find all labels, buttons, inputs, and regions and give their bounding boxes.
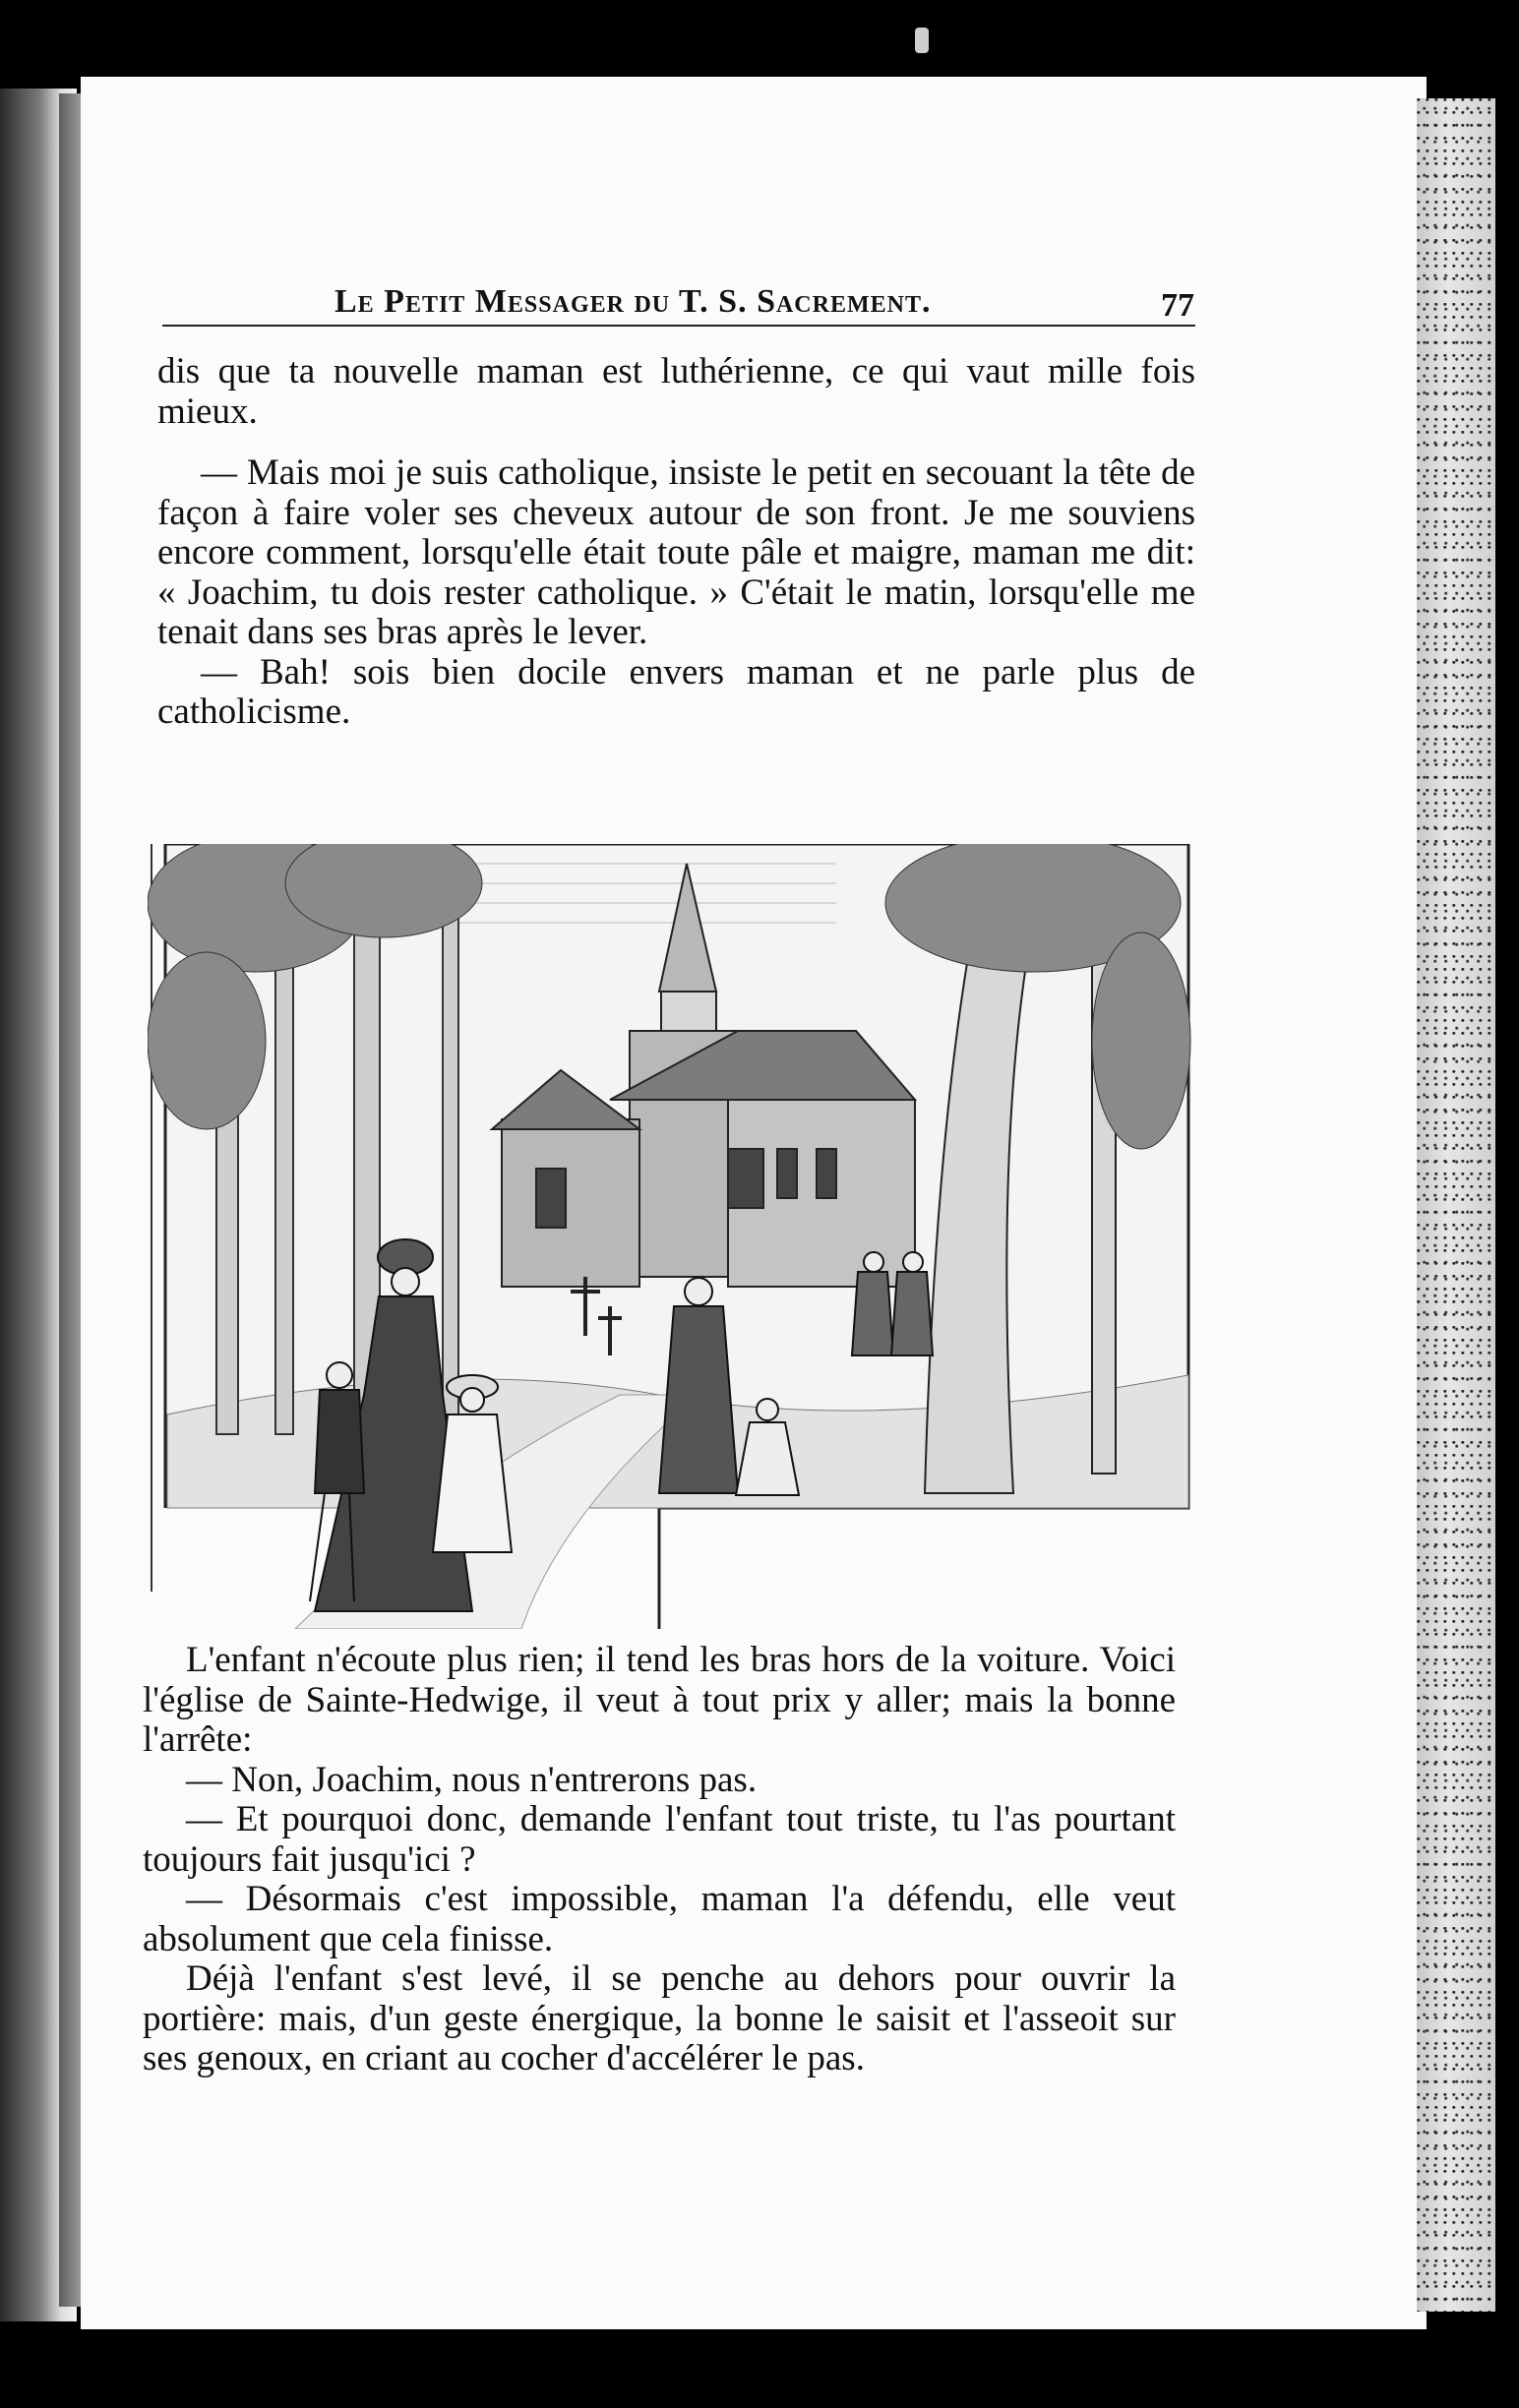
scan-speck xyxy=(915,28,929,53)
running-head-rule xyxy=(162,325,1195,327)
church-engraving-icon xyxy=(148,844,1205,1629)
paragraph: — Et pourquoi donc, demande l'enfant tout triste, tu l'as pourtant toujours fait jusqu'ici ? xyxy=(143,1799,1176,1880)
page-block-edge xyxy=(1417,98,1495,2312)
bottom-text-block xyxy=(143,1641,1176,2079)
paragraph: Déjà l'enfant s'est levé, il se penche au dehors pour ouvrir la portière: mais, d'un geste énergique, la bonne le saisit et l'asseoit sur ses genoux, en criant au cocher d'accélérer le pas. xyxy=(143,1958,1176,2078)
paragraph: dis que ta nouvelle maman est luthérienne, ce qui vaut mille fois mieux. xyxy=(157,351,1195,432)
page-number: 77 xyxy=(1161,287,1194,324)
top-text-block xyxy=(157,352,1195,733)
paragraph: — Bah! sois bien docile envers maman et ne parle plus de catholicisme. xyxy=(157,651,1195,732)
running-head-title: Le Petit Messager du T. S. Sacrement. xyxy=(334,283,932,320)
paragraph: L'enfant n'écoute plus rien; il tend les bras hors de la voiture. Voici l'église de Sainte-Hedwige, il veut à tout prix y aller; mais la bonne l'arrête: xyxy=(143,1640,1176,1760)
paragraph: — Non, Joachim, nous n'entrerons pas. xyxy=(186,1759,758,1800)
paragraph: — Désormais c'est impossible, maman l'a défendu, elle veut absolument que cela finisse. xyxy=(143,1879,1176,1959)
running-head xyxy=(162,283,1205,338)
paragraph: — Mais moi je suis catholique, insiste le petit en secouant la tête de façon à faire voler ses cheveux autour de son front. Je me souviens encore comment, lorsqu'elle était toute pâle et maigre, maman me dit: « Joachim, tu dois rester catholique. » C'était le matin, lorsqu'elle me tenait dans ses bras après le lever. xyxy=(157,452,1195,652)
book-gutter xyxy=(59,93,81,2307)
engraving-illustration xyxy=(148,844,1205,1629)
